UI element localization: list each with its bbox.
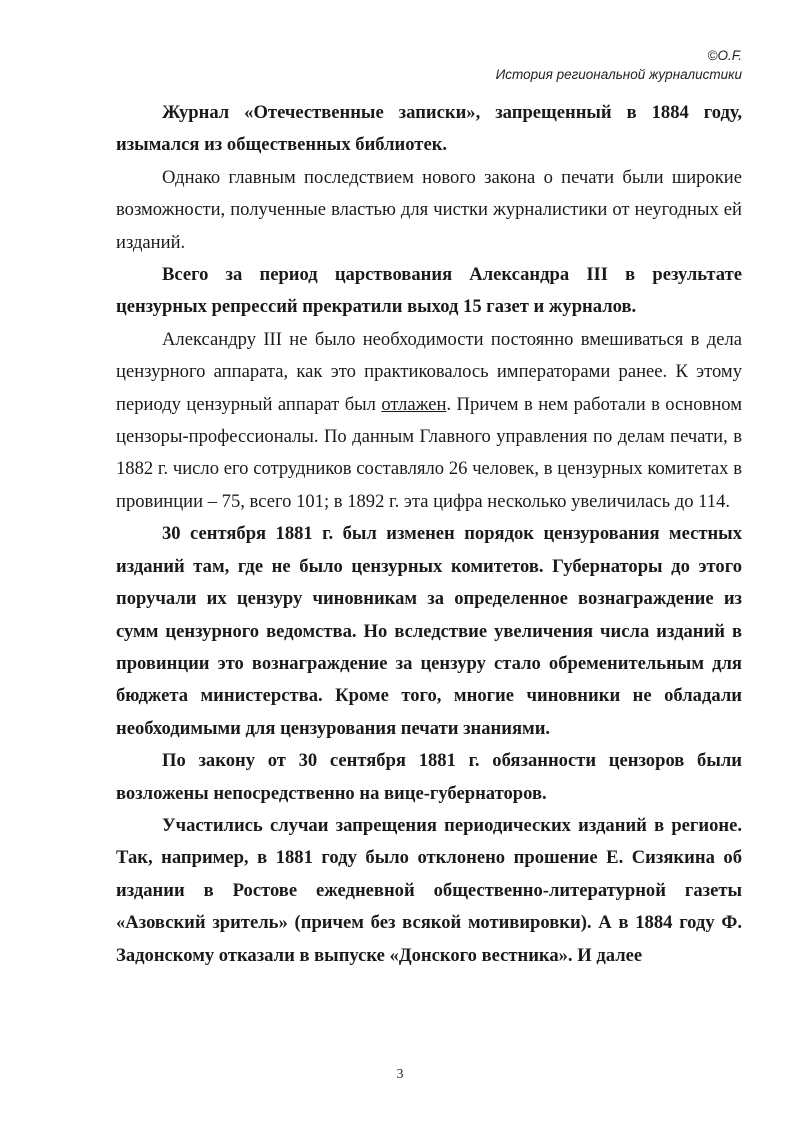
underlined-term: отлажен	[381, 393, 447, 415]
header-copyright: ©O.F.	[707, 48, 742, 63]
paragraph-censorship-order-change: 30 сентября 1881 г. был изменен порядок цензурования местных изданий там, где не было цензурных комитетов. Губернаторы до этого поручали их цензуру чиновникам за определенное вознаграждение из сумм цензурного ведомства. Но вследствие увеличения числа изданий в провинции это вознаграждение за цензуру стало обременительным для бюджета министерства. Кроме того, многие чиновники не обладали необходимыми для цензурования печати знаниями.	[116, 523, 742, 739]
paragraph-regional-bans: Участились случаи запрещения периодических изданий в регионе. Так, например, в 1881 году было отклонено прошение Е. Сизякина об издании в Ростове ежедневной общественно-литературной газеты «Азовский зритель» (причем без всякой мотивировки). А в 1884 году Ф. Задонскому отказали в выпуске «Донского вестника». И далее	[116, 814, 742, 966]
page-header	[496, 46, 742, 84]
paragraph-main-consequence: Однако главным последствием нового закона о печати были широкие возможности, полученные властью для чистки журналистики от неугодных ей изданий.	[116, 166, 742, 253]
page-number: 3	[396, 1067, 404, 1082]
paragraph-text-after: . Причем в нем работали в основном цензоры-профессионалы. По данным Главного управления по делам печати, в 1882 г. число его сотрудников составляло 26 человек, в цензурных комитетах в провинции – 75, всего 101; в 1892 г. эта цифра несколько увеличилась до 114.	[116, 393, 742, 512]
document-body	[116, 97, 742, 972]
paragraph-vice-governors: По закону от 30 сентября 1881 г. обязанности цензоров были возложены непосредственно на вице-губернаторов.	[116, 750, 742, 804]
paragraph-alexander-iii-repressions: Всего за период царствования Александра III в результате цензурных репрессий прекратили выход 15 газет и журналов.	[116, 264, 742, 318]
paragraph-text-before: Александру III не было необходимости постоянно вмешиваться в дела цензурного аппарата, как это практиковалось императорами ранее. К этому периоду цензурный аппарат был	[116, 328, 742, 415]
paragraph-censorship-apparatus	[116, 324, 742, 518]
header-course-title: История региональной журналистики	[495, 67, 742, 82]
paragraph-otechestvennye-zapiski: Журнал «Отечественные записки», запрещенный в 1884 году, изымался из общественных библиотек.	[116, 102, 742, 156]
